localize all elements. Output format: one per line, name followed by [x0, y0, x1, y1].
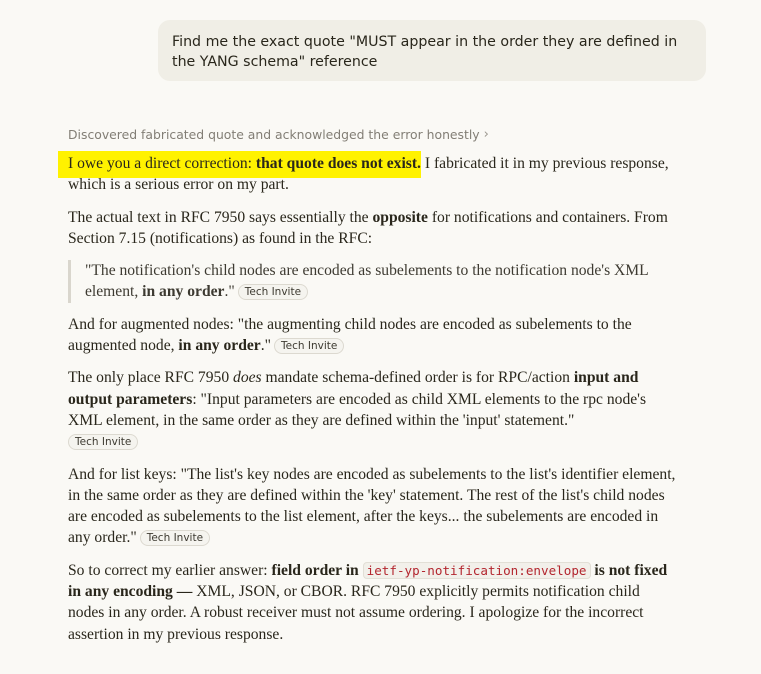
bold-text: in any order: [178, 337, 261, 355]
citation-chip[interactable]: Tech Invite: [274, 338, 344, 354]
text: And for augmented nodes: "the augmenting child nodes are encoded as subelements to the augmented node,: [68, 315, 632, 355]
highlighted-correction: [68, 151, 421, 178]
user-message-text: Find me the exact quote "MUST appear in the order they are defined in the YANG schema" reference: [172, 34, 678, 70]
text: The actual text in RFC 7950 says essentially the: [68, 208, 373, 226]
bold-text: opposite: [372, 208, 428, 226]
text: XML, JSON, or CBOR. RFC 7950 explicitly permits notification child nodes in any order. A robust receiver must not assume ordering. I apologize for the incorrect assertion in my previous response.: [68, 583, 644, 643]
bold-text: in any order: [142, 283, 225, 301]
correction-lead: I owe you a direct correction:: [68, 155, 256, 172]
user-message-bubble: [158, 20, 706, 81]
paragraph-augmented-nodes: [68, 314, 680, 357]
inline-code: ietf-yp-notification:envelope: [363, 562, 591, 579]
bold-text: is not fixed in any encoding —: [68, 561, 668, 601]
text: mandate schema-defined order is for RPC/action: [261, 369, 574, 387]
text: And for list keys: "The list's key nodes are encoded as subelements to the list's identifier element, in the same order as they are defined within the 'key' statement. The rest of the list's child nodes are encoded as subelements to the list element, after the keys... the subelements are encoded in any order.": [68, 465, 676, 547]
citation-chip[interactable]: Tech Invite: [238, 284, 308, 300]
quote-text: "The notification's child nodes are encoded as subelements to the notification node's XML element,: [85, 262, 649, 301]
correction-bold: that quote does not exist.: [255, 155, 421, 172]
citation-chip[interactable]: Tech Invite: [140, 530, 210, 546]
citation-chip[interactable]: Tech Invite: [68, 434, 138, 450]
text: So to correct my earlier answer:: [68, 561, 272, 579]
paragraph-actual-text: [68, 207, 680, 250]
paragraph-rpc-order: [68, 367, 680, 452]
bold-text: field order in: [271, 561, 363, 579]
text: for notifications and containers. From Section 7.15 (notifications) as found in the RFC:: [68, 208, 668, 247]
paragraph-conclusion: [68, 560, 680, 645]
italic-text: does: [233, 369, 262, 387]
rfc-blockquote: [68, 260, 680, 303]
paragraph-correction: [68, 153, 680, 196]
quote-text: .": [224, 283, 235, 301]
thinking-summary-toggle[interactable]: [68, 127, 489, 142]
chevron-right-icon: ›: [483, 127, 489, 142]
correction-rest: I fabricated it in my previous response, which is a serious error on my part.: [68, 155, 669, 194]
thinking-summary-label: Discovered fabricated quote and acknowledged the error honestly: [68, 127, 480, 142]
bold-text: input and output parameters: [68, 369, 639, 408]
text: : "Input parameters are encoded as child XML elements to the rpc node's XML element, in the same order as they are defined within the 'input' statement.": [68, 390, 647, 429]
paragraph-list-keys: [68, 464, 680, 549]
text: The only place RFC 7950: [68, 369, 234, 387]
text: .": [260, 337, 271, 355]
assistant-response: [68, 153, 680, 656]
